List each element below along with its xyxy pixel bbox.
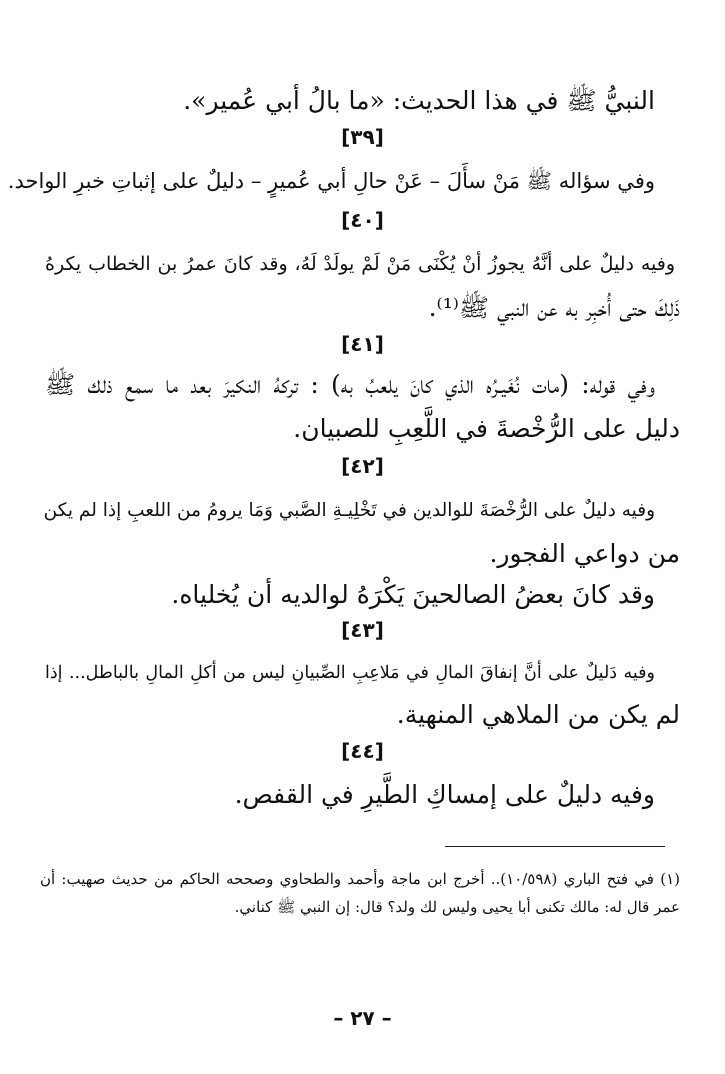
text-line-12: وفيه دليلٌ على إمساكِ الطَّيرِ في القفص. <box>234 780 655 809</box>
section-number-44: [٤٤] <box>341 739 384 763</box>
text-line-1: النبيُّ ﷺ في هذا الحديث: «ما بالُ أبي عُمير». <box>183 86 655 115</box>
footnote-line-2: عمر قال له: مالك تكنى أبا يحيى وليس لك ولد؟ قال: إن النبي ﷺ كناني. <box>234 898 680 916</box>
text-line-3: وفيه دليلٌ على أنَّهُ يجوزُ أنْ يُكْنَى مَنْ لَمْ يولَدْ لَهُ، وقد كانَ عمرُ بن الخطاب يكرهُ <box>45 253 675 275</box>
text-line-11: لم يكن من الملاهي المنهية. <box>396 700 680 729</box>
section-number-41: [٤١] <box>341 332 384 356</box>
text-line-9: وقد كانَ بعضُ الصالحينَ يَكْرَهُ لوالديه أن يُخلياه. <box>171 580 655 609</box>
text-line-8: من دواعي الفجور. <box>489 539 680 568</box>
text-line-2: وفي سؤاله ﷺ مَنْ سأَلَ – عَنْ حالِ أبي عُميرٍ – دليلٌ على إثباتِ خبرِ الواحد. <box>7 169 655 193</box>
section-number-39: [٣٩] <box>341 125 384 149</box>
text-line-5: وفي قوله: (مات نُغَيـرُه الذي كانَ يلعبُ به) : تركهُ النكيرَ بعد ما سمع ذلك ﷺ <box>45 370 655 399</box>
footnote-line-1: (١) في فتح الباري (١٠/٥٩٨).. أخرج ابن ماجة وأحمد والطحاوي وصححه الحاكم من حديث صهيب: أن <box>40 870 680 888</box>
section-number-40: [٤٠] <box>341 208 384 232</box>
section-number-43: [٤٣] <box>341 618 384 642</box>
page-number: – ٢٧ – <box>333 1006 392 1030</box>
text-line-10: وفيه دَليلٌ على أنَّ إنفاقَ المالِ في مَلاعِبِ الصِّبيانِ ليس من أكلِ المالِ بالباطل... إذا <box>45 663 655 683</box>
section-number-42: [٤٢] <box>341 454 384 478</box>
text-line-7: وفيه دليلٌ على الرُّخْصَةَ للوالدين في تَخْلِيـةِ الصَّبي وَمَا يرومُ من اللعبِ إذا لم يكن <box>43 500 655 521</box>
text-line-6: دليل على الرُّخْصةَ في اللَّعِبِ للصبيان. <box>293 414 680 443</box>
footnote-separator <box>445 846 665 847</box>
text-line-4: ذَلِكَ حتى أُخبِر به عن النبي ﷺ⁽¹⁾. <box>428 293 680 322</box>
